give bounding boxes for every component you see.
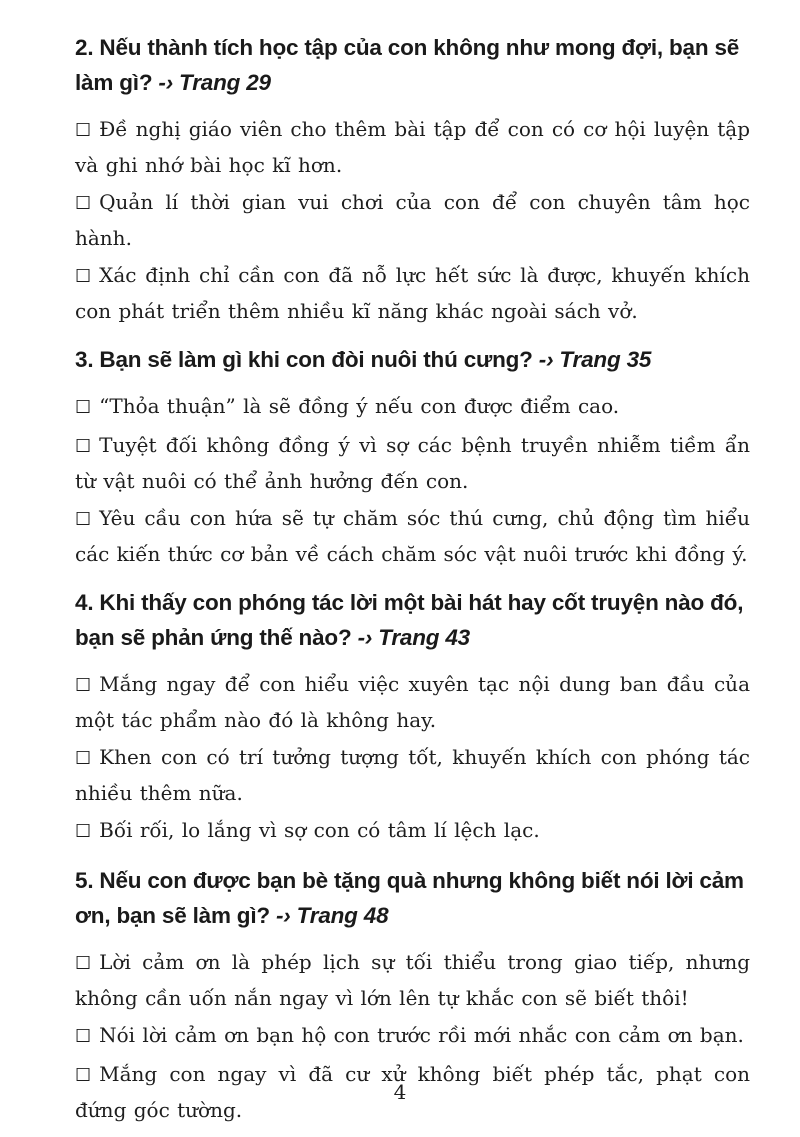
option-text: Khen con có trí tưởng tượng tốt, khuyến khích con phóng tác nhiều thêm nữa. — [75, 745, 750, 805]
checkbox-icon[interactable]: ☐ — [75, 821, 92, 842]
question-2 — [75, 30, 750, 328]
page-reference: -› Trang 35 — [538, 347, 652, 372]
checkbox-icon[interactable]: ☐ — [75, 120, 92, 141]
question-title: 5. Nếu con được bạn bè tặng quà nhưng không biết nói lời cảm ơn, bạn sẽ làm gì? -› Trang 48 — [75, 868, 744, 928]
option-item[interactable] — [75, 185, 750, 255]
option-text: Xác định chỉ cần con đã nỗ lực hết sức là được, khuyến khích con phát triển thêm nhiều kĩ năng khác ngoài sách vở. — [75, 263, 750, 323]
option-item[interactable] — [75, 945, 750, 1015]
option-item[interactable] — [75, 740, 750, 810]
question-4 — [75, 585, 750, 849]
option-item[interactable] — [75, 258, 750, 328]
option-text: Lời cảm ơn là phép lịch sự tối thiểu trong giao tiếp, nhưng không cần uốn nắn ngay vì lớn lên tự khắc con sẽ biết thôi! — [75, 950, 750, 1010]
option-item[interactable] — [75, 813, 750, 849]
checkbox-icon[interactable]: ☐ — [75, 397, 92, 418]
page-reference: -› Trang 43 — [357, 625, 470, 650]
question-title: 2. Nếu thành tích học tập của con không như mong đợi, bạn sẽ làm gì? -› Trang 29 — [75, 35, 740, 95]
option-text: Đề nghị giáo viên cho thêm bài tập để con có cơ hội luyện tập và ghi nhớ bài học kĩ hơn. — [75, 117, 750, 177]
checkbox-icon[interactable]: ☐ — [75, 748, 92, 769]
checkbox-icon[interactable]: ☐ — [75, 193, 92, 214]
question-title: 3. Bạn sẽ làm gì khi con đòi nuôi thú cưng? -› Trang 35 — [75, 347, 652, 372]
checkbox-icon[interactable]: ☐ — [75, 675, 92, 696]
checkbox-icon[interactable]: ☐ — [75, 1026, 92, 1047]
option-text: Mắng con ngay vì đã cư xử không biết phép tắc, phạt con đứng góc tường. — [75, 1062, 750, 1122]
option-item[interactable] — [75, 389, 750, 425]
option-item[interactable] — [75, 667, 750, 737]
option-text: “Thỏa thuận” là sẽ đồng ý nếu con được điểm cao. — [99, 394, 620, 418]
option-text: Tuyệt đối không đồng ý vì sợ các bệnh truyền nhiễm tiềm ẩn từ vật nuôi có thể ảnh hưởng đến con. — [75, 433, 750, 493]
checkbox-icon[interactable]: ☐ — [75, 509, 92, 530]
checkbox-icon[interactable]: ☐ — [75, 436, 92, 457]
option-item[interactable] — [75, 1018, 750, 1054]
checkbox-icon[interactable]: ☐ — [75, 953, 92, 974]
question-3 — [75, 342, 750, 571]
page-number: 4 — [393, 1080, 407, 1104]
questionnaire — [75, 30, 750, 1130]
option-text: Yêu cầu con hứa sẽ tự chăm sóc thú cưng, chủ động tìm hiểu các kiến thức cơ bản về cách chăm sóc vật nuôi trước khi đồng ý. — [75, 506, 750, 566]
option-text: Mắng ngay để con hiểu việc xuyên tạc nội dung ban đầu của một tác phẩm nào đó là không hay. — [75, 672, 750, 732]
option-text: Nói lời cảm ơn bạn hộ con trước rồi mới nhắc con cảm ơn bạn. — [99, 1023, 744, 1047]
option-item[interactable] — [75, 112, 750, 182]
option-item[interactable] — [75, 501, 750, 571]
question-title: 4. Khi thấy con phóng tác lời một bài hát hay cốt truyện nào đó, bạn sẽ phản ứng thế nào? -› Trang 43 — [75, 590, 744, 650]
option-text: Quản lí thời gian vui chơi của con để con chuyên tâm học hành. — [75, 190, 750, 250]
option-item[interactable] — [75, 428, 750, 498]
page-reference: -› Trang 29 — [158, 70, 271, 95]
checkbox-icon[interactable]: ☐ — [75, 1065, 92, 1086]
checkbox-icon[interactable]: ☐ — [75, 266, 92, 287]
page-reference: -› Trang 48 — [276, 903, 389, 928]
option-text: Bối rối, lo lắng vì sợ con có tâm lí lệch lạc. — [99, 818, 540, 842]
